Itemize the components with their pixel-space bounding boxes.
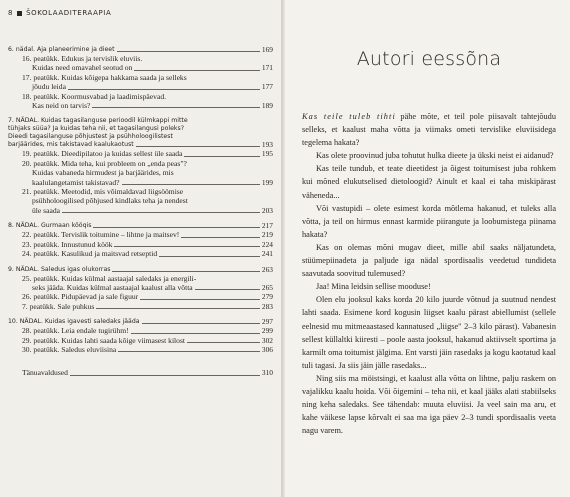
toc-text: 22. peatükk. Tervislik toitumine – lihtne ja maitsev! <box>22 230 180 240</box>
dot-leader <box>140 299 260 300</box>
toc-text: 16. peatükk. Edukus ja tervislik eluviis. <box>22 54 143 63</box>
toc-entry <box>8 149 273 158</box>
toc-text: 23. peatükk. Innustunud köök <box>22 239 113 249</box>
preface-text <box>302 110 556 437</box>
table-of-contents <box>8 46 273 378</box>
dot-leader <box>96 308 260 309</box>
square-bullet-icon <box>17 11 22 16</box>
lead-in-text: Kas teile tuleb tihti <box>302 112 396 121</box>
toc-text: 30. peatükk. Saledus eluviisina <box>22 344 117 354</box>
toc-text: 9. NÄDAL. Saledus igas olukorras <box>8 265 111 273</box>
toc-text: 10. NÄDAL. Kuidas igavesti saledaks jääda <box>8 318 140 326</box>
toc-text: Kuidas vabaneda hirmudest ja barjäärides, mis <box>32 168 174 178</box>
toc-entry <box>8 302 273 311</box>
toc-entry <box>8 345 273 354</box>
paragraph: Või vastupidi – olete esimest korda mõtlema hakanud, et tuleks alla võtta, ja teil on hirmus ennast karmide piirangute ja loobumistega piinama hakata? <box>302 203 556 239</box>
toc-text: Kas neid on tarvis? <box>32 101 91 111</box>
toc-text: 17. peatükk. Kuidas kõigepa hakkama saada ja selleks <box>22 72 187 82</box>
toc-section <box>8 46 273 54</box>
left-page <box>0 0 283 497</box>
toc-page: 263 <box>261 264 273 274</box>
toc-text: barjäärides, mis takistavad kaalukaotust <box>8 141 134 149</box>
paragraph: Ning siis ma möistsingi, et kaalust alla võtta on lihtne, palju raskem on vajalikku kaalu hoida. Või õigemini – teha nii, et kaal jääks alati stabiilseks ning keha saledaks. See tähendab: muuta eluviisi. Ja veel sain ma aru, et kahe väikese lapse kõrvalt ei saa ma iga päev 2–3 tundi spordisaalis veeta nagu varem. <box>302 373 556 436</box>
dot-leader <box>181 237 260 238</box>
toc-page: 279 <box>261 292 273 302</box>
toc-entry <box>8 368 273 377</box>
toc-page: 302 <box>261 335 273 345</box>
toc-section <box>8 222 273 230</box>
toc-page: 169 <box>261 45 273 54</box>
paragraph: Kas olete proovinud juba tohutut hulka dieete ja ükski neist ei aidanud? <box>316 151 554 161</box>
toc-page: 195 <box>261 149 273 159</box>
toc-text: 26. peatükk. Pidupäevad ja sale figuur <box>22 292 139 302</box>
toc-entry <box>8 240 273 249</box>
toc-entry <box>8 73 273 92</box>
toc-page: 199 <box>261 177 273 187</box>
running-header <box>8 6 273 20</box>
toc-text: 8. NÄDAL. Gurmaan kööqis <box>8 222 92 230</box>
toc-entry <box>8 92 273 111</box>
dot-leader <box>118 351 260 352</box>
toc-page: 283 <box>261 301 273 311</box>
toc-text: 21. peatükk. Meetodid, mis võimaldavad liigsöömise <box>22 187 184 197</box>
dot-leader <box>68 89 260 90</box>
toc-page: 265 <box>261 282 273 292</box>
dot-leader <box>93 227 259 228</box>
dot-leader <box>159 256 260 257</box>
toc-page: 306 <box>261 344 273 354</box>
dot-leader <box>62 212 260 213</box>
toc-text: 20. peatükk. Mida teha, kui probleem on „enda peas"? <box>22 158 187 168</box>
dot-leader <box>112 271 259 272</box>
toc-entry <box>8 336 273 345</box>
toc-text: 6. nädal. Aja planeerimine ja dieet <box>8 46 115 53</box>
dot-leader <box>184 156 259 157</box>
toc-page: 193 <box>261 140 273 150</box>
toc-text: 7. peatükk. Sale puhkus <box>22 301 95 311</box>
toc-page: 219 <box>261 230 273 240</box>
right-page <box>285 0 570 497</box>
paragraph: Kas on olemas mõni mugav dieet, mille abil saaks näljatundeta, stüümepiinadeta ja paljude iga nädal spordisaalis veedetud tundideta saavutada soovitud tulemused? <box>302 242 556 279</box>
page-number: 8 <box>8 9 14 17</box>
dot-leader <box>117 51 260 52</box>
toc-page: 297 <box>261 317 273 327</box>
dot-leader <box>122 184 260 185</box>
dot-leader <box>134 70 260 71</box>
paragraph: Jaa! Mina leidsin sellise mooduse! <box>316 282 431 292</box>
toc-page: 203 <box>261 205 273 215</box>
toc-text: psühholoogilised põhjused kindlaks teha ja nendest <box>32 196 188 206</box>
toc-page: 217 <box>261 221 273 231</box>
toc-text: Tänuavaldused <box>22 368 68 378</box>
dot-leader <box>70 375 260 376</box>
toc-text: tühjaks süüa? Ja kuidas teha nii, et tagasilangusi poleks? <box>8 125 184 133</box>
toc-entry <box>8 187 273 215</box>
toc-text: Kuidas need omavahel seotud on <box>32 63 133 73</box>
toc-page: 241 <box>261 249 273 259</box>
toc-entry <box>8 274 273 293</box>
toc-text: 29. peatükk. Kuidas lahti saada kõige viimasest kilost <box>22 335 186 345</box>
toc-entry <box>8 326 273 335</box>
toc-page: 171 <box>261 63 273 73</box>
dot-leader <box>142 323 260 324</box>
paragraph: Kas teile tuleb tihti pähe mõte, et teil pole piisavalt tahtejõudu selleks, et kaalust maha võtta ja viimaks ometi tervislike eluviisidega tegelema hakata? <box>302 112 556 148</box>
toc-text: 7. NÄDAL. Kuidas tagasilanguse perioodil külmkappi mitte <box>8 117 188 125</box>
paragraph: Kas teile tundub, et teate dieetidest ja õigest toitumisest juba rohkem kui mõned elukutselised dietoloogid? Ainult et kaal ei taha miskipärast väheneda... <box>302 164 556 200</box>
dot-leader <box>131 333 260 334</box>
toc-text: üle saada <box>32 205 61 215</box>
toc-page: 299 <box>261 326 273 336</box>
book-title: ŠOKOLAADITERAAPIA <box>26 9 112 17</box>
toc-text: 19. peatükk. Dieedipilatoo ja kuidas sellest üle saada <box>22 149 183 159</box>
toc-text: 28. peatükk. Leia endale tugirühm! <box>22 326 129 336</box>
toc-page: 177 <box>261 82 273 92</box>
toc-entry <box>8 292 273 301</box>
dot-leader <box>195 289 260 290</box>
toc-text: seks jääda. Kuidas külmal aastaajal kaalust alla võtta <box>32 282 193 292</box>
toc-text: 18. peatükk. Koormusvabad ja laadimispäevad. <box>22 91 167 101</box>
toc-text: Dieedi tagasilanguse põhjustest ja psühholoogilistest <box>8 133 173 141</box>
paragraph: Olen elu jooksul kaks korda 20 kilo juurde võtnud ja suutnud nendest lahti saada. Esimene kord kogusin liigset kaalu pärast abiellumist (sellele eelnesid mu mitmeaastased kannatused „liigse" 2–3 kilo pärast). Vabanesin sellest küllaltki kiiresti – poole aasta jooksul, hakanud aktiivselt sportima ja karmilt oma toitumist jälgima. Ent varsti jäin rasedaks ja kogu kaotatud kaal tuli tagasi. Ja siis jäin jälle rasedaks... <box>302 295 556 370</box>
toc-page: 224 <box>261 239 273 249</box>
toc-text: 24. peatükk. Kasulikud ja maitsvad retseptid <box>22 249 158 259</box>
toc-page: 310 <box>261 368 273 378</box>
toc-entry <box>8 54 273 73</box>
toc-section <box>8 117 273 149</box>
toc-section <box>8 318 273 326</box>
toc-text: 25. peatükk. Kuidas külmal aastaajal saledaks ja energili- <box>22 273 197 283</box>
dot-leader <box>92 107 259 108</box>
toc-text: jõudu leida <box>32 82 66 92</box>
dot-leader <box>136 146 260 147</box>
toc-entry <box>8 159 273 187</box>
chapter-title: Autori eessõna <box>356 48 502 70</box>
toc-entry <box>8 249 273 258</box>
dot-leader <box>114 246 259 247</box>
toc-text: kaalulangetamist takistavad? <box>32 177 120 187</box>
toc-entry <box>8 230 273 239</box>
toc-section <box>8 266 273 274</box>
toc-page: 189 <box>261 101 273 111</box>
dot-leader <box>187 342 260 343</box>
